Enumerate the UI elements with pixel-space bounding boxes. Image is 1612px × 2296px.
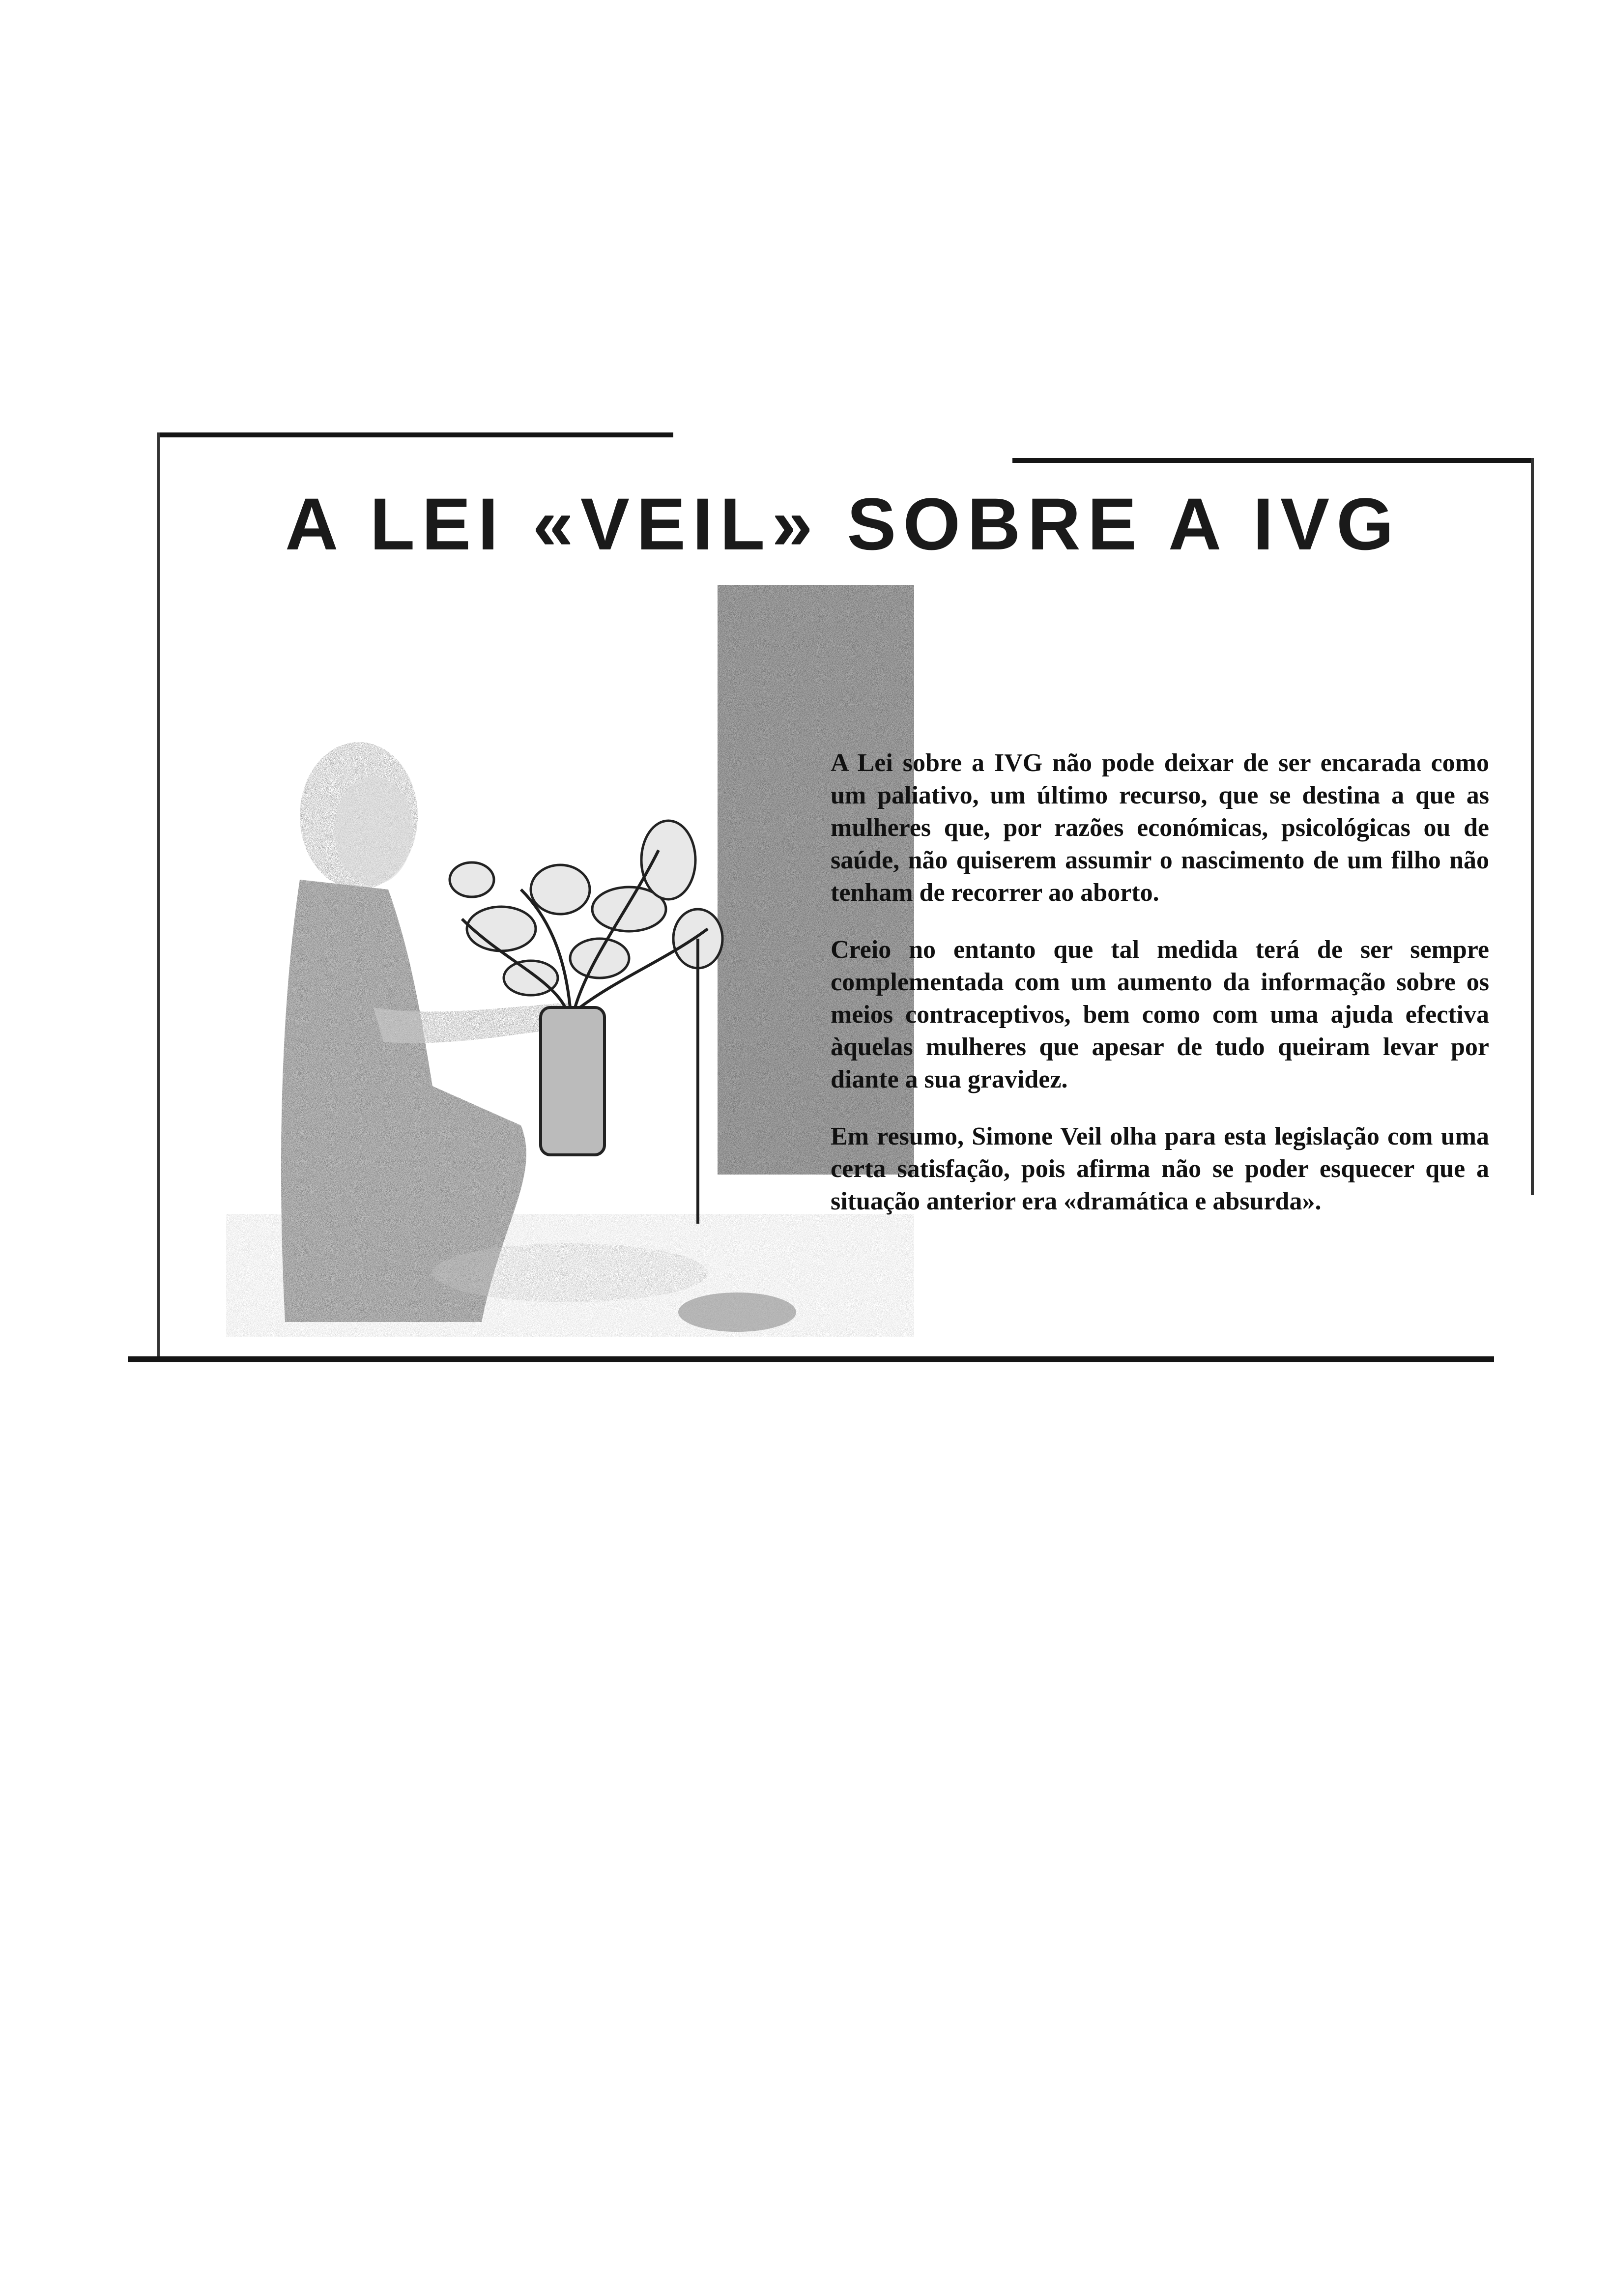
article-headline: A LEI «VEIL» SOBRE A IVG <box>285 483 1401 565</box>
frame-bottom-rule <box>128 1356 1494 1362</box>
frame-right-rule <box>1531 458 1534 1195</box>
photo-illustration <box>226 585 914 1337</box>
newspaper-clipping <box>128 432 1543 1396</box>
frame-top-rule-right <box>1012 458 1533 463</box>
frame-left-rule <box>157 432 160 1361</box>
photo-vase <box>541 1007 604 1155</box>
article-paragraph-2: Creio no entanto que tal medida terá de ser sempre complementada com um aumento da informação sobre os meios contraceptivos, bem como com uma ajuda efectiva àquelas mulheres que apesar de tudo queiram levar por diante a sua gravidez. <box>831 936 1489 1093</box>
photo-flowers <box>450 821 722 995</box>
article-paragraph-1: A Lei sobre a IVG não pode deixar de ser encarada como um paliativo, um último recurso, que se destina a que as mulheres que, por razões económicas, psicológicas ou de saúde, não quiserem assumir o nascimento de um filho não tenham de recorrer ao aborto. <box>831 749 1489 907</box>
article-photo <box>226 585 914 1337</box>
frame-top-rule-left <box>157 432 673 437</box>
article-body <box>831 747 1489 1242</box>
article-paragraph-3: Em resumo, Simone Veil olha para esta legislação com uma certa satisfação, pois afirma não se poder esquecer que a situação anterior era «dramática e absurda». <box>831 1122 1489 1215</box>
